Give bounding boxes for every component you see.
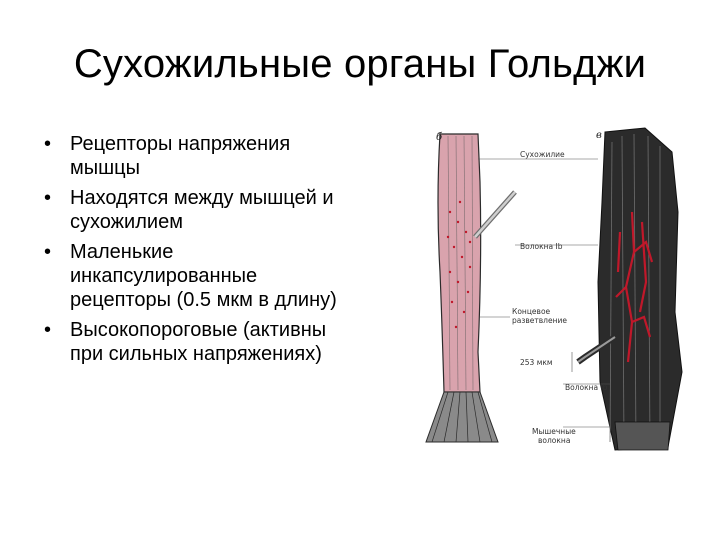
figure-letter-right: в	[596, 130, 602, 141]
bullet-icon: •	[44, 241, 52, 263]
bullet-text: Рецепторы напряжения мышцы	[70, 133, 291, 179]
figure-letter-left: б	[436, 132, 443, 143]
bullet-text: Высокопороговые (активны при сильных напряжениях)	[70, 319, 327, 365]
bullet-icon: •	[44, 187, 52, 209]
label-tendon: Сухожилие	[520, 150, 565, 159]
label-scale: 253 мкм	[520, 358, 553, 367]
bullet-icon: •	[44, 133, 52, 155]
illustration-svg	[420, 122, 700, 462]
label-fiber-ib-2: Волокна Ib	[565, 383, 608, 392]
bullet-item	[44, 240, 354, 312]
golgi-organ-illustration	[420, 122, 700, 462]
right-tendon-illustration	[578, 128, 682, 450]
bullet-item	[44, 132, 354, 180]
bullet-icon: •	[44, 319, 52, 341]
bullet-text: Маленькие инкапсулированные рецепторы (0.5 мкм в длину)	[70, 241, 337, 311]
bullet-item	[44, 318, 354, 366]
label-fiber-ib-1: Волокна Ib	[520, 242, 563, 251]
bullet-text: Находятся между мышцей и сухожилием	[70, 187, 334, 233]
left-tendon-illustration	[426, 134, 515, 442]
label-muscle-2: волокна	[538, 436, 571, 445]
label-terminals-2: разветвление	[512, 316, 567, 325]
slide-title: Сухожильные органы Гольджи	[73, 42, 647, 86]
bullet-list	[44, 132, 354, 372]
label-muscle-1: Мышечные	[532, 427, 576, 436]
label-terminals-1: Концевое	[512, 307, 551, 316]
bullet-item	[44, 186, 354, 234]
